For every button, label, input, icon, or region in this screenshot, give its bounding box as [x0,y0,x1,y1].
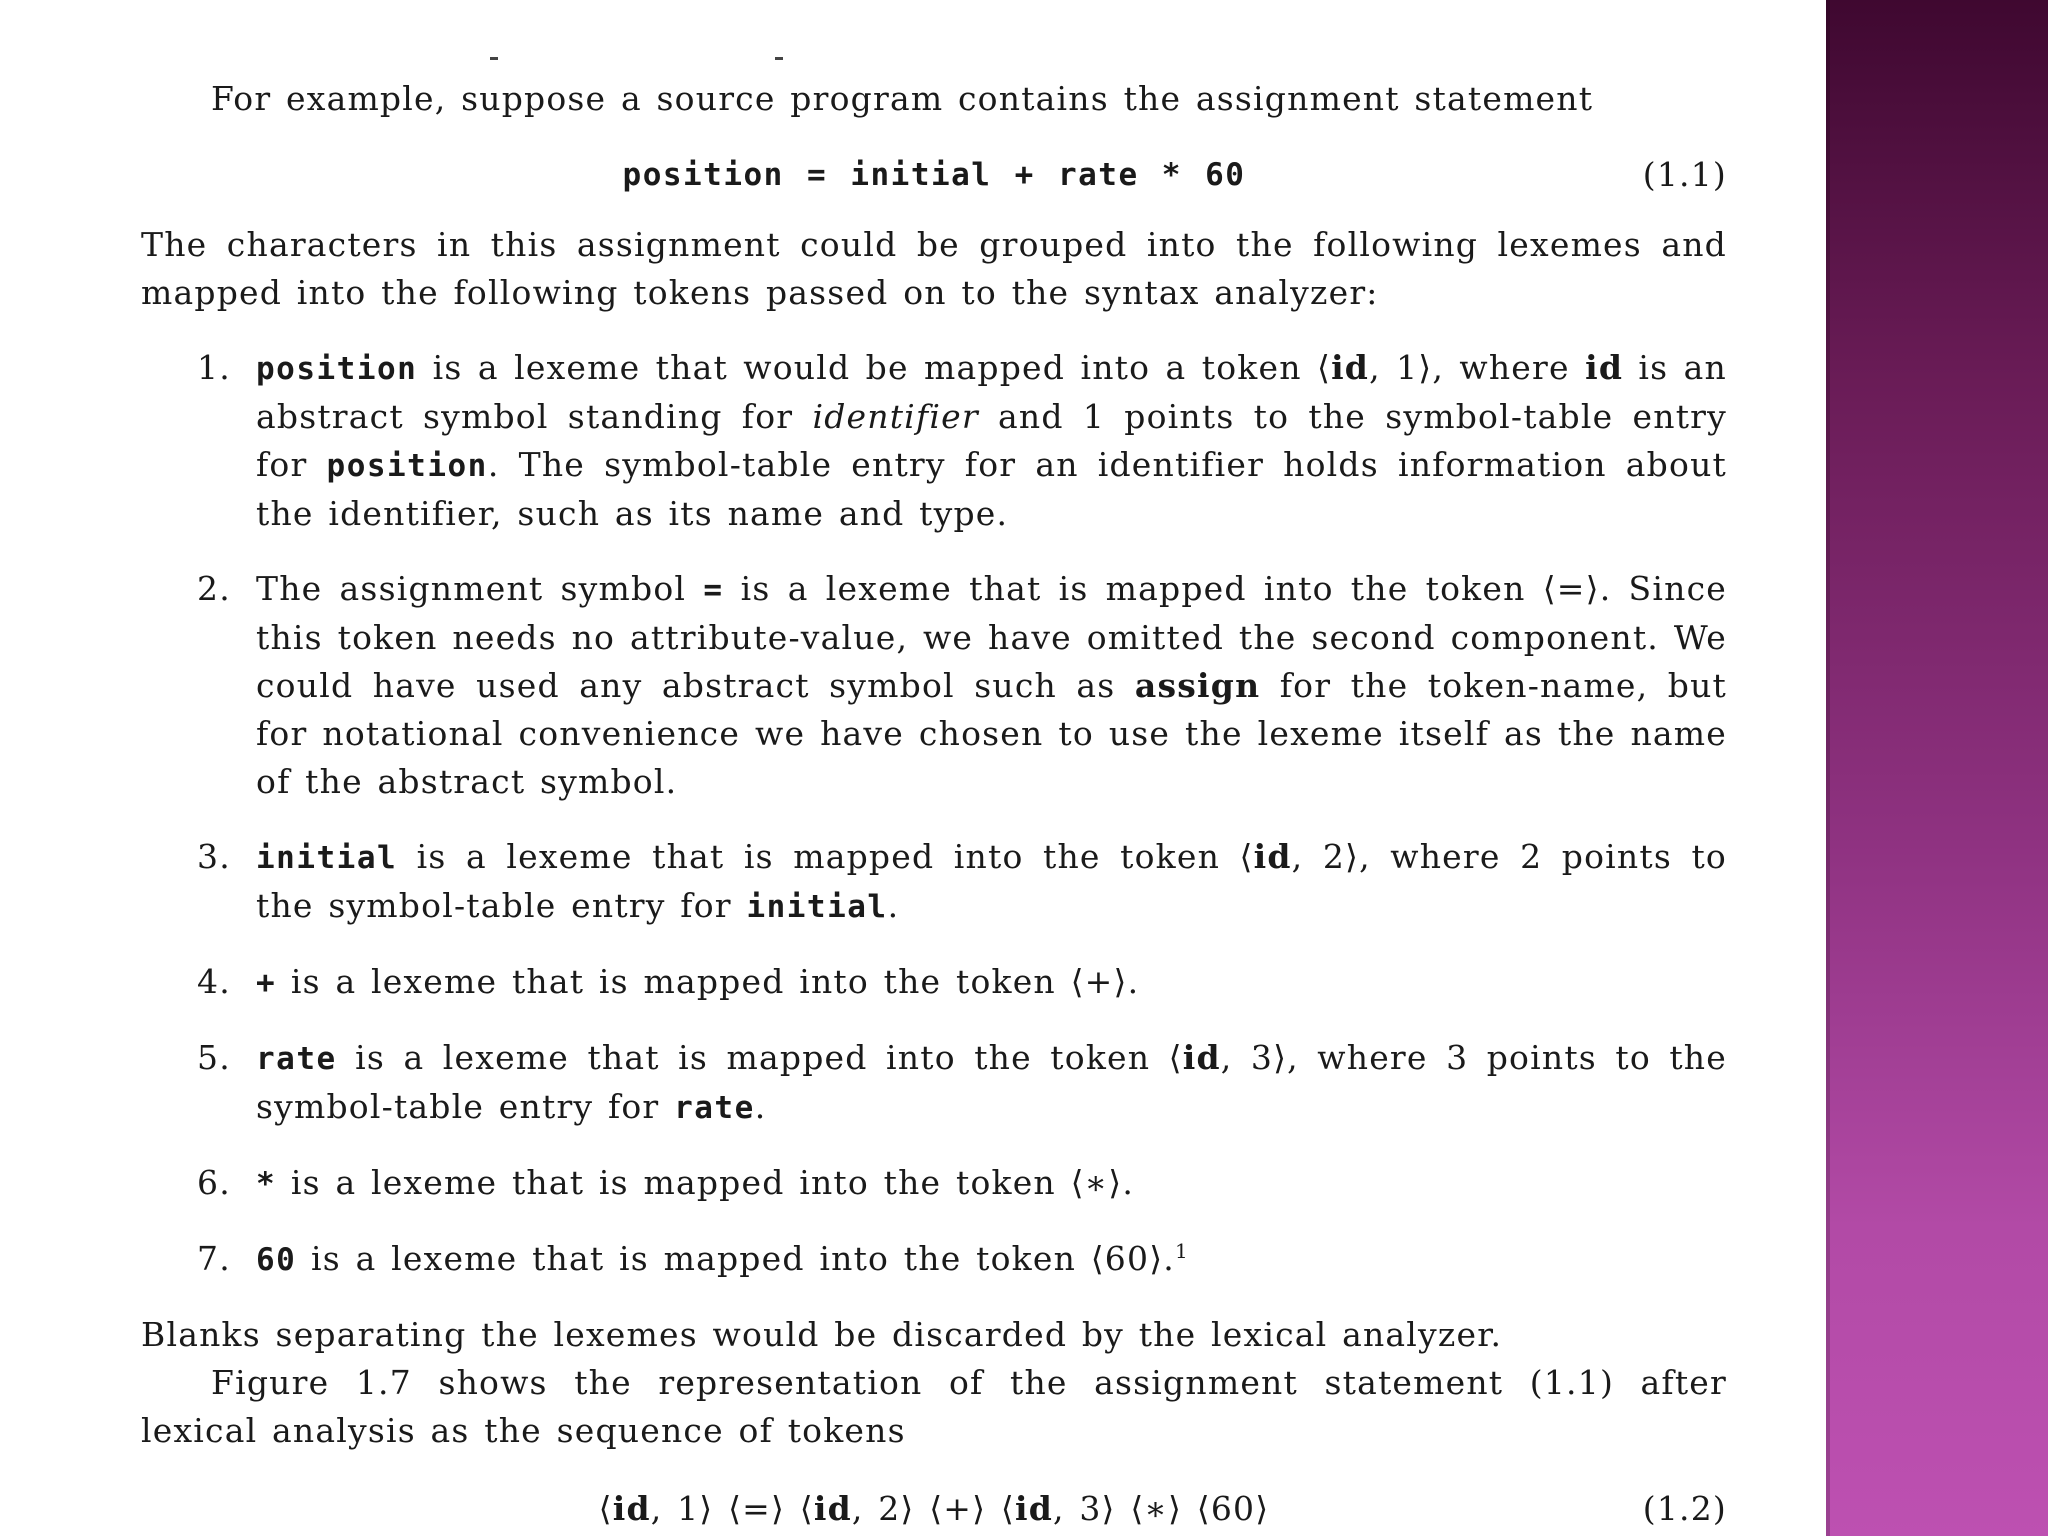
lexeme-list [141,344,1727,1284]
intro-paragraph: For example, suppose a source program contains the assignment statement [211,79,1594,118]
list-item [141,1235,1727,1284]
item-text: is a lexeme that would be mapped into a token ⟨ [417,348,1332,387]
token-name: id [612,1489,651,1528]
list-item-number: 2. [197,569,231,608]
list-item-number: 6. [197,1163,231,1202]
item-text: , 2⟩, where 2 points to the symbol-table entry for [256,837,1727,925]
code-lexeme: * [256,1166,277,1202]
equation-number: (1.2) [1642,1489,1727,1528]
item-text: is an abstract symbol standing for [256,348,1727,436]
token-name: id [1182,1038,1221,1077]
token-sequence [141,1485,1727,1533]
item-text: is a lexeme that is mapped into the token ⟨∗⟩. [276,1163,1135,1202]
list-item-number: 3. [197,837,231,876]
item-text: for the token-name, but for notational convenience we have chosen to use the lexeme itself as the name of the abstract symbol. [256,666,1727,801]
list-item [141,833,1727,931]
token-text: ⟨ [598,1489,613,1528]
item-text: is a lexeme that is mapped into the token ⟨+⟩. [276,962,1140,1001]
item-text: is a lexeme that is mapped into the token ⟨60⟩. [296,1239,1175,1278]
code-lexeme: 60 [256,1242,297,1278]
lead-paragraph: The characters in this assignment could be grouped into the following lexemes and mapped into the following tokens passed on to the syntax analyzer: [141,225,1727,312]
code-lexeme: + [256,965,277,1001]
code-lexeme: position [326,448,488,484]
item-text: is a lexeme that is mapped into the token ⟨=⟩. Since this token needs no attribute-value, we have omitted the second component. We could have used any abstract symbol such as [256,569,1727,705]
code-lexeme: rate [256,1041,337,1077]
blanks-paragraph: Blanks separating the lexemes would be discarded by the lexical analyzer. [141,1315,1503,1354]
list-item-number: 1. [197,348,231,387]
decorative-gradient-sidebar [1826,0,2048,1536]
code-lexeme: = [703,572,724,608]
token-name: assign [1134,666,1261,705]
equation-expression: position = initial + rate * 60 [622,157,1246,193]
sidebar-edge [1826,0,1830,1536]
equation-1-2 [141,1485,1727,1533]
list-item [141,344,1727,538]
list-item [141,565,1727,806]
token-text: , 3⟩ ⟨∗⟩ ⟨60⟩ [1052,1489,1270,1528]
item-text: , 1⟩, where [1369,348,1586,387]
token-text: , 1⟩ ⟨=⟩ ⟨ [650,1489,814,1528]
italic-term: identifier [812,397,979,436]
list-item [141,1034,1727,1132]
item-text: is a lexeme that is mapped into the token ⟨ [336,1038,1183,1077]
item-text: is a lexeme that is mapped into the token ⟨ [397,837,1254,876]
code-lexeme: initial [746,889,888,925]
item-text: . [887,886,900,925]
figure-paragraph: Figure 1.7 shows the representation of the assignment statement (1.1) after lexical analysis as the sequence of tokens [141,1363,1727,1450]
document-body [141,0,1727,1533]
list-item-number: 4. [197,962,231,1001]
equation-1-1 [141,151,1727,199]
item-text: The assignment symbol [256,569,704,608]
token-name: id [1331,348,1370,387]
code-lexeme: position [256,351,418,387]
token-name: id [813,1489,852,1528]
token-name: id [1014,1489,1053,1528]
list-item [141,1159,1727,1208]
code-lexeme: rate [674,1090,755,1126]
item-text: . The symbol-table entry for an identifier holds information about the identifier, such as its name and type. [256,445,1727,533]
equation-number: (1.1) [1642,155,1727,194]
list-item-number: 7. [197,1239,231,1278]
list-item [141,958,1727,1007]
footnote-marker: 1 [1174,1239,1189,1263]
code-lexeme: initial [256,840,398,876]
item-text: , 3⟩, where 3 points to the symbol-table entry for [256,1038,1727,1126]
token-name: id [1585,348,1624,387]
token-text: , 2⟩ ⟨+⟩ ⟨ [851,1489,1015,1528]
item-text: . [754,1087,767,1126]
list-item-number: 5. [197,1038,231,1077]
item-text: and 1 points to the symbol-table entry for [256,397,1727,484]
token-name: id [1253,837,1292,876]
